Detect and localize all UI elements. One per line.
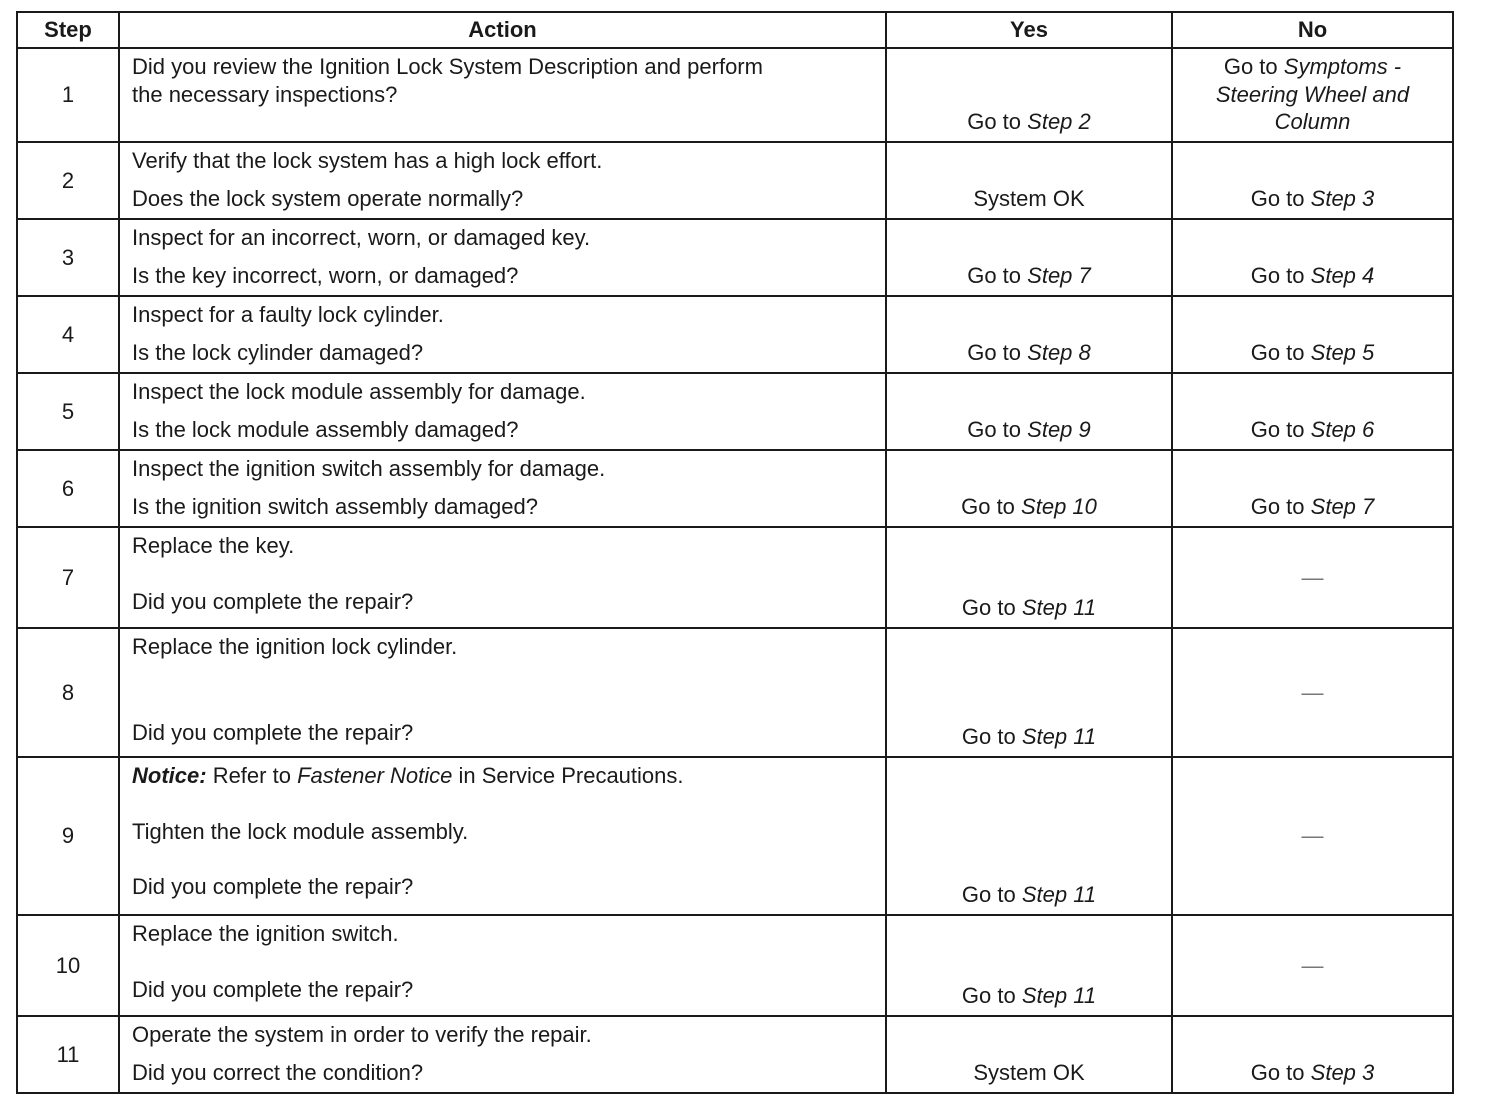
step-number: 2	[17, 142, 119, 219]
step-number: 5	[17, 373, 119, 450]
step-reference: Step 11	[1021, 595, 1097, 620]
action-cell	[119, 628, 886, 757]
yes-cell	[886, 373, 1172, 450]
step-number: 11	[17, 1016, 119, 1093]
action-cell	[119, 48, 886, 142]
yes-cell	[886, 450, 1172, 527]
notice-text: in Service Precautions.	[458, 763, 684, 788]
no-cell	[1172, 450, 1453, 527]
step-number: 4	[17, 296, 119, 373]
step-reference: Step 11	[1021, 724, 1097, 749]
step-reference: Step 6	[1310, 417, 1375, 442]
yes-cell: System OK	[886, 142, 1172, 219]
action-cell	[119, 915, 886, 1016]
action-question: Did you complete the repair?	[132, 976, 414, 1002]
step-reference: Step 11	[1021, 882, 1097, 907]
action-text: Did you review the Ignition Lock System Description and perform	[132, 54, 763, 79]
table-row	[17, 48, 1453, 142]
goto-text: Go to	[1223, 54, 1278, 79]
yes-cell	[886, 757, 1172, 915]
fastener-notice-reference: Fastener Notice	[297, 763, 453, 788]
header-action: Action	[119, 12, 886, 48]
symptoms-reference: Column	[1274, 109, 1351, 134]
table-row	[17, 628, 1453, 757]
table-row	[17, 296, 1453, 373]
step-number: 9	[17, 757, 119, 915]
symptoms-reference: Steering Wheel and	[1215, 81, 1410, 107]
table-row	[17, 373, 1453, 450]
action-text: Verify that the lock system has a high lock effort.	[132, 148, 603, 173]
table-row	[17, 1016, 1453, 1093]
action-text: Inspect the ignition switch assembly for damage.	[132, 456, 606, 481]
action-text: Inspect for a faulty lock cylinder.	[132, 302, 444, 327]
step-number: 6	[17, 450, 119, 527]
action-cell	[119, 296, 886, 373]
action-question: Is the key incorrect, worn, or damaged?	[132, 262, 519, 288]
action-cell	[119, 142, 886, 219]
step-number: 1	[17, 48, 119, 142]
action-cell	[119, 1016, 886, 1093]
goto-text: Go to	[1250, 263, 1305, 288]
goto-text: Go to	[1250, 186, 1305, 211]
action-question: Did you complete the repair?	[132, 719, 414, 745]
yes-cell	[886, 527, 1172, 628]
action-cell	[119, 757, 886, 915]
notice-text: Refer to	[212, 763, 291, 788]
no-dash: —	[1172, 527, 1453, 628]
step-reference: Step 5	[1310, 340, 1375, 365]
yes-cell	[886, 48, 1172, 142]
action-question: Did you complete the repair?	[132, 874, 414, 899]
step-reference: Step 3	[1310, 186, 1375, 211]
yes-cell	[886, 296, 1172, 373]
goto-text: Go to	[1250, 494, 1305, 519]
yes-cell	[886, 915, 1172, 1016]
step-reference: Step 7	[1027, 263, 1091, 288]
header-no: No	[1172, 12, 1453, 48]
action-text: Replace the key.	[132, 533, 295, 558]
step-number: 7	[17, 527, 119, 628]
step-reference: Step 4	[1310, 263, 1375, 288]
symptoms-reference: Symptoms -	[1283, 54, 1402, 79]
header-step: Step	[17, 12, 119, 48]
no-dash: —	[1172, 628, 1453, 757]
goto-text: Go to	[967, 340, 1022, 365]
step-number: 3	[17, 219, 119, 296]
table-row	[17, 142, 1453, 219]
action-cell	[119, 527, 886, 628]
no-cell	[1172, 1016, 1453, 1093]
goto-text: Go to	[1250, 417, 1305, 442]
step-number: 8	[17, 628, 119, 757]
step-reference: Step 9	[1027, 417, 1091, 442]
step-reference: Step 3	[1310, 1060, 1375, 1085]
no-cell	[1172, 219, 1453, 296]
goto-text: Go to	[1250, 340, 1305, 365]
step-reference: Step 2	[1027, 109, 1091, 134]
action-text: Tighten the lock module assembly.	[132, 818, 469, 844]
no-cell	[1172, 48, 1453, 142]
step-number: 10	[17, 915, 119, 1016]
step-reference: Step 10	[1021, 494, 1097, 519]
action-text: Inspect for an incorrect, worn, or damaged key.	[132, 225, 591, 250]
no-cell	[1172, 142, 1453, 219]
goto-text: Go to	[967, 417, 1022, 442]
yes-cell: System OK	[886, 1016, 1172, 1093]
action-text: the necessary inspections?	[132, 81, 398, 107]
goto-text: Go to	[967, 109, 1022, 134]
goto-text: Go to	[961, 595, 1016, 620]
notice-label: Notice:	[132, 763, 207, 788]
goto-text: Go to	[961, 724, 1016, 749]
diagnostic-table	[16, 11, 1454, 1094]
table-row	[17, 219, 1453, 296]
step-reference: Step 8	[1027, 340, 1091, 365]
action-cell	[119, 219, 886, 296]
action-question: Is the lock module assembly damaged?	[132, 416, 519, 442]
table-row	[17, 757, 1453, 915]
table-row	[17, 527, 1453, 628]
action-cell	[119, 373, 886, 450]
action-question: Did you correct the condition?	[132, 1059, 424, 1085]
no-dash: —	[1172, 757, 1453, 915]
action-cell	[119, 450, 886, 527]
goto-text: Go to	[961, 983, 1016, 1008]
no-cell	[1172, 373, 1453, 450]
no-cell	[1172, 296, 1453, 373]
action-text: Replace the ignition switch.	[132, 921, 399, 946]
yes-cell	[886, 219, 1172, 296]
table-row	[17, 450, 1453, 527]
goto-text: Go to	[1250, 1060, 1305, 1085]
notice-line	[132, 762, 875, 790]
action-text: Replace the ignition lock cylinder.	[132, 634, 458, 659]
step-reference: Step 11	[1021, 983, 1097, 1008]
header-yes: Yes	[886, 12, 1172, 48]
goto-text: Go to	[967, 263, 1022, 288]
table-row	[17, 915, 1453, 1016]
action-question: Did you complete the repair?	[132, 588, 414, 614]
action-question: Is the lock cylinder damaged?	[132, 339, 424, 365]
header-row	[17, 12, 1453, 48]
step-reference: Step 7	[1310, 494, 1375, 519]
action-text: Operate the system in order to verify the repair.	[132, 1022, 592, 1047]
action-text: Inspect the lock module assembly for damage.	[132, 379, 586, 404]
yes-cell	[886, 628, 1172, 757]
action-question: Is the ignition switch assembly damaged?	[132, 493, 538, 519]
goto-text: Go to	[961, 882, 1016, 907]
action-question: Does the lock system operate normally?	[132, 185, 524, 211]
goto-text: Go to	[961, 494, 1015, 519]
no-dash: —	[1172, 915, 1453, 1016]
